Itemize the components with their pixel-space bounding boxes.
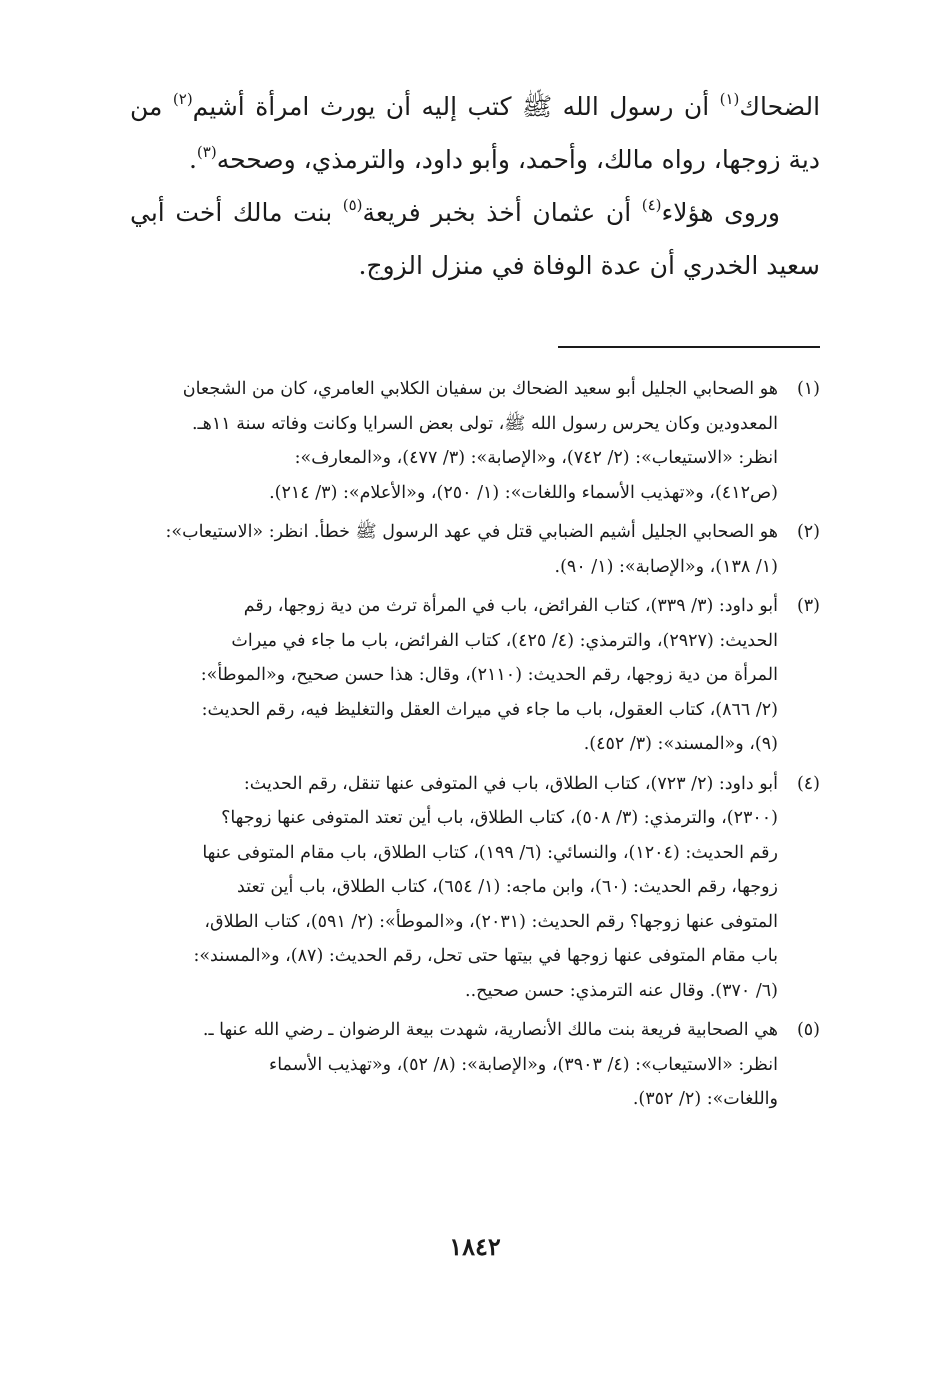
footnote-4 <box>130 767 820 1009</box>
footnote-ref-2[interactable]: (٢) <box>172 90 193 108</box>
footnote-text: أبو داود: (٢/ ٧٢٣)، كتاب الطلاق، باب في المتوفى عنها تنقل، رقم الحديث: (٢٣٠٠)، والترمذي: (٣/ ٥٠٨)، كتاب الطلاق، باب أين تعتد المتوفى عنها زوجها؟ رقم الحديث: (١٢٠٤)، والنسائي: (٦/ ١٩٩)، كتاب الطلاق، باب مقام المتوفى عنها زوجها، رقم الحديث: (٦٠)، وابن ماجه: (١/ ٦٥٤)، كتاب الطلاق، باب أين تعتد المتوفى عنها زوجها؟ رقم الحديث: (٢٠٣١)، و«الموطأ»: (٢/ ٥٩١)، كتاب الطلاق، باب مقام المتوفى عنها زوجها في بيتها حتى تحل، رقم الحديث: (٨٧)، و«المسند»: (٦/ ٣٧٠). وقال عنه الترمذي: حسن صحيح.. <box>193 773 778 1001</box>
footnote-number: (٤) <box>796 773 820 794</box>
footnote-2 <box>130 515 820 584</box>
footnote-text: أبو داود: (٣/ ٣٣٩)، كتاب الفرائض، باب في المرأة ترث من دية زوجها، رقم الحديث: (٢٩٢٧)، والترمذي: (٤/ ٤٢٥)، كتاب الفرائض، باب ما جاء في ميراث المرأة من دية زوجها، رقم الحديث: (٢١١٠)، وقال: هذا حسن صحيح، و«الموطأ»: (٢/ ٨٦٦)، كتاب العقول، باب ما جاء في ميراث العقل والتغليظ فيه، رقم الحديث: (٩)، و«المسند»: (٣/ ٤٥٢). <box>200 596 778 754</box>
footnote-3 <box>130 589 820 762</box>
footnote-number: (٢) <box>796 522 820 542</box>
footnote-text: هي الصحابية فريعة بنت مالك الأنصارية، شهدت بيعة الرضوان ـ رضي الله عنها ـ. انظر: «الاستيعاب»: (٤/ ٣٩٠٣)، و«الإصابة»: (٨/ ٥٢)، و«تهذيب الأسماء واللغات»: (٢/ ٣٥٢). <box>202 1020 778 1109</box>
page-number: ١٨٤٢ <box>449 1232 501 1261</box>
footnote-number: (١) <box>796 379 820 399</box>
footnote-ref-3[interactable]: (٣) <box>196 143 217 161</box>
footnote-text: هو الصحابي الجليل أشيم الضبابي قتل في عهد الرسول ﷺ خطأ. انظر: «الاستيعاب»: (١/ ١٣٨)، و«الإصابة»: (١/ ٩٠). <box>165 522 778 577</box>
footnote-ref-5[interactable]: (٥) <box>342 196 363 214</box>
footnote-ref-1[interactable]: (١) <box>719 90 740 108</box>
main-paragraph-2: وروى هؤلاء$^{(٤)}$ أن عثمان أخذ بخبر فريعة$^{(٥)}$ بنت مالك أخت أبي سعيد الخدري أن عدة الوفاة في منزل الزوج. <box>130 196 820 280</box>
footnote-text: هو الصحابي الجليل أبو سعيد الضحاك بن سفيان الكلابي العامري، كان من الشجعان المعدودين وكان يحرس رسول الله ﷺ، تولى بعض السرايا وكانت وفاته سنة ١١هـ. انظر: «الاستيعاب»: (٢/ ٧٤٢)، و«الإصابة»: (٣/ ٤٧٧)، و«المعارف»: (ص٤١٢)، و«تهذيب الأسماء واللغات»: (١/ ٢٥٠)، و«الأعلام»: (٣/ ٢١٤). <box>182 379 778 503</box>
footnote-number: (٣) <box>796 596 820 616</box>
main-paragraph-1: الضحاك$^{(١)}$ أن رسول الله ﷺ كتب إليه أن يورث امرأة أشيم$^{(٢)}$ من دية زوجها، رواه مالك، وأحمد، وأبو داود، والترمذي، وصححه$^{(٣)}$. <box>130 90 821 174</box>
main-text <box>130 80 820 292</box>
footnote-separator <box>558 346 820 348</box>
footnote-number: (٥) <box>796 1020 820 1040</box>
footnote-5 <box>130 1013 820 1117</box>
footnotes <box>130 372 820 1122</box>
footnote-1 <box>130 372 820 510</box>
footnote-ref-4[interactable]: (٤) <box>641 196 662 214</box>
